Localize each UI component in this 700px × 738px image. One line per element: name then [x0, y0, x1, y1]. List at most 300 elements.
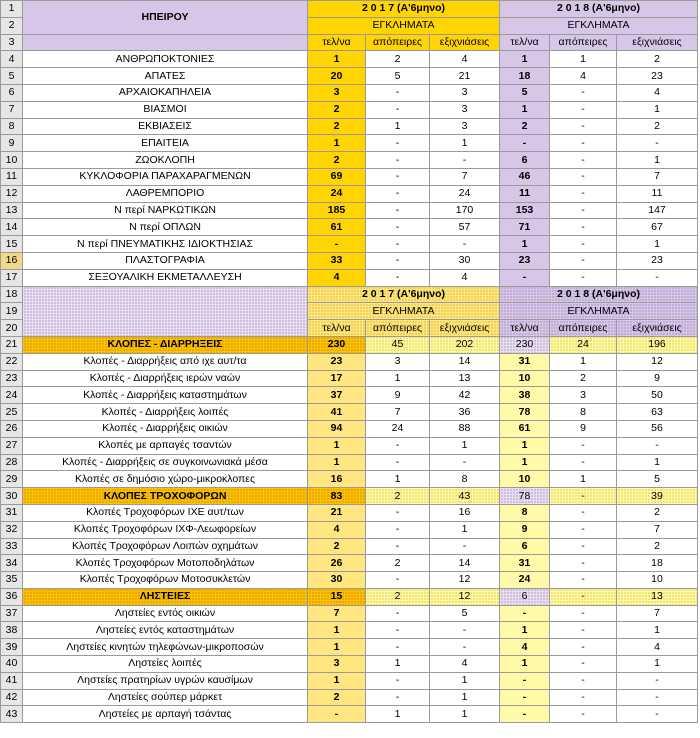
value-cell[interactable]: 16: [308, 471, 366, 488]
total-value-cell[interactable]: 230: [500, 336, 550, 353]
category-cell[interactable]: Ληστείες κινητών τηλεφώνων-μικροποσών: [23, 639, 308, 656]
value-cell[interactable]: 31: [500, 555, 550, 572]
value-cell[interactable]: 2: [366, 555, 430, 572]
col-header-attempts-2018[interactable]: απόπειρες: [550, 34, 617, 51]
row-number[interactable]: 2: [1, 17, 23, 34]
category-total-cell[interactable]: ΚΛΟΠΕΣ ΤΡΟΧΟΦΟΡΩΝ: [23, 488, 308, 505]
category-cell[interactable]: Κλοπές Τροχοφόρων ΙΧΕ αυτ/των: [23, 504, 308, 521]
value-cell[interactable]: 69: [308, 168, 366, 185]
value-cell[interactable]: 24: [366, 420, 430, 437]
row-number[interactable]: 28: [1, 454, 23, 471]
value-cell[interactable]: -: [550, 672, 617, 689]
row-number[interactable]: 39: [1, 639, 23, 656]
value-cell[interactable]: 42: [430, 387, 500, 404]
value-cell[interactable]: 3: [430, 118, 500, 135]
value-cell[interactable]: -: [366, 135, 430, 152]
row-number[interactable]: 42: [1, 689, 23, 706]
region-header[interactable]: ΗΠΕΙΡΟΥ: [23, 1, 308, 35]
value-cell[interactable]: 1: [430, 672, 500, 689]
value-cell[interactable]: 1: [500, 437, 550, 454]
blank-header-cell[interactable]: [23, 34, 308, 51]
value-cell[interactable]: 1: [430, 706, 500, 723]
value-cell[interactable]: 21: [308, 504, 366, 521]
value-cell[interactable]: 11: [500, 185, 550, 202]
category-total-cell[interactable]: ΛΗΣΤΕΙΕΣ: [23, 588, 308, 605]
row-number[interactable]: 23: [1, 370, 23, 387]
value-cell[interactable]: -: [366, 84, 430, 101]
value-cell[interactable]: 1: [366, 370, 430, 387]
row-number[interactable]: 5: [1, 68, 23, 85]
row-number[interactable]: 27: [1, 437, 23, 454]
total-value-cell[interactable]: 13: [617, 588, 698, 605]
value-cell[interactable]: 1: [430, 437, 500, 454]
value-cell[interactable]: 1: [500, 622, 550, 639]
column-header[interactable]: εξιχνιάσεις: [430, 320, 500, 337]
value-cell[interactable]: 5: [617, 471, 698, 488]
value-cell[interactable]: 78: [500, 404, 550, 421]
blank-header-cell[interactable]: [23, 286, 308, 336]
category-cell[interactable]: Κλοπές Τροχοφόρων Μοτοσυκλετών: [23, 572, 308, 589]
value-cell[interactable]: 1: [550, 353, 617, 370]
total-value-cell[interactable]: 39: [617, 488, 698, 505]
total-value-cell[interactable]: 6: [500, 588, 550, 605]
value-cell[interactable]: 10: [617, 572, 698, 589]
value-cell[interactable]: 3: [430, 101, 500, 118]
value-cell[interactable]: 3: [308, 84, 366, 101]
value-cell[interactable]: 1: [617, 101, 698, 118]
value-cell[interactable]: 2: [308, 689, 366, 706]
value-cell[interactable]: 46: [500, 168, 550, 185]
value-cell[interactable]: 147: [617, 202, 698, 219]
category-cell[interactable]: Κλοπές - Διαρρήξεις οικιών: [23, 420, 308, 437]
col-header-completed-2017[interactable]: τελ/να: [308, 34, 366, 51]
row-number[interactable]: 19: [1, 303, 23, 320]
value-cell[interactable]: -: [550, 706, 617, 723]
row-number[interactable]: 22: [1, 353, 23, 370]
total-value-cell[interactable]: -: [550, 588, 617, 605]
category-cell[interactable]: ΚΥΚΛΟΦΟΡΙΑ ΠΑΡΑΧΑΡΑΓΜΕΝΩΝ: [23, 168, 308, 185]
value-cell[interactable]: 10: [500, 370, 550, 387]
value-cell[interactable]: -: [308, 706, 366, 723]
value-cell[interactable]: 1: [430, 521, 500, 538]
value-cell[interactable]: 16: [430, 504, 500, 521]
value-cell[interactable]: -: [366, 572, 430, 589]
value-cell[interactable]: -: [550, 504, 617, 521]
value-cell[interactable]: 1: [500, 51, 550, 68]
value-cell[interactable]: -: [617, 689, 698, 706]
value-cell[interactable]: 5: [430, 605, 500, 622]
category-cell[interactable]: ΕΚΒΙΑΣΕΙΣ: [23, 118, 308, 135]
category-cell[interactable]: Ν περί ΠΝΕΥΜΑΤΙΚΗΣ ΙΔΙΟΚΤΗΣΙΑΣ: [23, 236, 308, 253]
value-cell[interactable]: -: [366, 168, 430, 185]
value-cell[interactable]: 57: [430, 219, 500, 236]
value-cell[interactable]: -: [550, 185, 617, 202]
value-cell[interactable]: 7: [617, 605, 698, 622]
category-cell[interactable]: ΣΕΞΟΥΑΛΙΚΗ ΕΚΜΕΤΑΛΛΕΥΣΗ: [23, 269, 308, 286]
value-cell[interactable]: -: [500, 135, 550, 152]
value-cell[interactable]: 1: [308, 135, 366, 152]
value-cell[interactable]: 4: [430, 269, 500, 286]
value-cell[interactable]: -: [366, 252, 430, 269]
value-cell[interactable]: -: [550, 538, 617, 555]
total-value-cell[interactable]: 2: [366, 588, 430, 605]
value-cell[interactable]: 4: [308, 269, 366, 286]
row-number[interactable]: 14: [1, 219, 23, 236]
value-cell[interactable]: -: [617, 672, 698, 689]
category-cell[interactable]: Ληστείες σούπερ μάρκετ: [23, 689, 308, 706]
value-cell[interactable]: 4: [430, 656, 500, 673]
column-header[interactable]: εξιχνιάσεις: [617, 320, 698, 337]
crimes-2018-header[interactable]: ΕΓΚΛΗΜΑΤΑ: [500, 303, 698, 320]
value-cell[interactable]: 33: [308, 252, 366, 269]
row-number[interactable]: 40: [1, 656, 23, 673]
value-cell[interactable]: 61: [500, 420, 550, 437]
row-number[interactable]: 30: [1, 488, 23, 505]
value-cell[interactable]: -: [366, 236, 430, 253]
value-cell[interactable]: 1: [366, 706, 430, 723]
row-number[interactable]: 37: [1, 605, 23, 622]
total-value-cell[interactable]: 78: [500, 488, 550, 505]
total-value-cell[interactable]: 196: [617, 336, 698, 353]
column-header[interactable]: απόπειρες: [366, 320, 430, 337]
category-cell[interactable]: Ληστείες εντός καταστημάτων: [23, 622, 308, 639]
value-cell[interactable]: -: [550, 101, 617, 118]
value-cell[interactable]: -: [550, 639, 617, 656]
value-cell[interactable]: 1: [308, 454, 366, 471]
row-number[interactable]: 20: [1, 320, 23, 337]
category-cell[interactable]: Ν περί ΟΠΛΩΝ: [23, 219, 308, 236]
col-header-attempts-2017[interactable]: απόπειρες: [366, 34, 430, 51]
value-cell[interactable]: 2: [308, 538, 366, 555]
value-cell[interactable]: 50: [617, 387, 698, 404]
value-cell[interactable]: 23: [617, 68, 698, 85]
value-cell[interactable]: 7: [366, 404, 430, 421]
value-cell[interactable]: -: [366, 269, 430, 286]
value-cell[interactable]: 9: [617, 370, 698, 387]
value-cell[interactable]: -: [550, 572, 617, 589]
value-cell[interactable]: -: [617, 437, 698, 454]
value-cell[interactable]: 1: [308, 437, 366, 454]
category-cell[interactable]: Κλοπές - Διαρρήξεις καταστημάτων: [23, 387, 308, 404]
value-cell[interactable]: 5: [366, 68, 430, 85]
value-cell[interactable]: 37: [308, 387, 366, 404]
category-cell[interactable]: ΒΙΑΣΜΟΙ: [23, 101, 308, 118]
value-cell[interactable]: 10: [500, 471, 550, 488]
row-number[interactable]: 3: [1, 34, 23, 51]
row-number[interactable]: 13: [1, 202, 23, 219]
value-cell[interactable]: 18: [617, 555, 698, 572]
value-cell[interactable]: 1: [500, 236, 550, 253]
value-cell[interactable]: 2: [550, 370, 617, 387]
value-cell[interactable]: 24: [308, 185, 366, 202]
value-cell[interactable]: 12: [617, 353, 698, 370]
category-cell[interactable]: Κλοπές σε δημόσιο χώρο-μικροκλοπες: [23, 471, 308, 488]
value-cell[interactable]: 185: [308, 202, 366, 219]
value-cell[interactable]: -: [366, 202, 430, 219]
value-cell[interactable]: 6: [500, 538, 550, 555]
row-number[interactable]: 36: [1, 588, 23, 605]
value-cell[interactable]: 3: [550, 387, 617, 404]
value-cell[interactable]: 2: [308, 118, 366, 135]
value-cell[interactable]: 12: [430, 572, 500, 589]
category-cell[interactable]: ΑΝΘΡΩΠΟΚΤΟΝΙΕΣ: [23, 51, 308, 68]
category-cell[interactable]: Ν περί ΝΑΡΚΩΤΙΚΩΝ: [23, 202, 308, 219]
category-cell[interactable]: Κλοπές - Διαρρήξεις λοιπές: [23, 404, 308, 421]
row-number[interactable]: 16: [1, 252, 23, 269]
value-cell[interactable]: -: [366, 538, 430, 555]
total-value-cell[interactable]: 230: [308, 336, 366, 353]
value-cell[interactable]: 21: [430, 68, 500, 85]
value-cell[interactable]: -: [550, 437, 617, 454]
value-cell[interactable]: 4: [500, 639, 550, 656]
value-cell[interactable]: -: [550, 454, 617, 471]
value-cell[interactable]: 1: [366, 471, 430, 488]
value-cell[interactable]: -: [366, 689, 430, 706]
value-cell[interactable]: -: [550, 622, 617, 639]
row-number[interactable]: 12: [1, 185, 23, 202]
value-cell[interactable]: -: [550, 605, 617, 622]
value-cell[interactable]: -: [550, 118, 617, 135]
value-cell[interactable]: -: [500, 689, 550, 706]
value-cell[interactable]: 1: [430, 689, 500, 706]
value-cell[interactable]: -: [308, 236, 366, 253]
value-cell[interactable]: 1: [617, 152, 698, 169]
value-cell[interactable]: 56: [617, 420, 698, 437]
row-number[interactable]: 41: [1, 672, 23, 689]
row-number[interactable]: 33: [1, 538, 23, 555]
value-cell[interactable]: -: [550, 555, 617, 572]
value-cell[interactable]: -: [500, 605, 550, 622]
total-value-cell[interactable]: 15: [308, 588, 366, 605]
value-cell[interactable]: 18: [500, 68, 550, 85]
value-cell[interactable]: 36: [430, 404, 500, 421]
value-cell[interactable]: 31: [500, 353, 550, 370]
value-cell[interactable]: -: [366, 504, 430, 521]
value-cell[interactable]: 1: [308, 51, 366, 68]
category-cell[interactable]: Κλοπές με αρπαγές τσαντών: [23, 437, 308, 454]
value-cell[interactable]: 1: [550, 51, 617, 68]
value-cell[interactable]: -: [366, 639, 430, 656]
value-cell[interactable]: 7: [617, 521, 698, 538]
col-header-completed-2018[interactable]: τελ/να: [500, 34, 550, 51]
year-2017-header[interactable]: 2 0 1 7 (Α'6μηνο): [308, 1, 500, 18]
value-cell[interactable]: 1: [500, 101, 550, 118]
value-cell[interactable]: 24: [500, 572, 550, 589]
value-cell[interactable]: 1: [366, 118, 430, 135]
value-cell[interactable]: -: [500, 672, 550, 689]
value-cell[interactable]: 38: [500, 387, 550, 404]
category-cell[interactable]: ΕΠΑΙΤΕΙΑ: [23, 135, 308, 152]
value-cell[interactable]: 23: [617, 252, 698, 269]
category-cell[interactable]: Ληστείες εντός οικιών: [23, 605, 308, 622]
row-number[interactable]: 8: [1, 118, 23, 135]
total-value-cell[interactable]: 12: [430, 588, 500, 605]
value-cell[interactable]: -: [617, 135, 698, 152]
value-cell[interactable]: -: [430, 538, 500, 555]
value-cell[interactable]: 1: [550, 471, 617, 488]
category-cell[interactable]: Κλοπές - Διαρρήξεις από ιχε αυτ/τα: [23, 353, 308, 370]
value-cell[interactable]: 7: [430, 168, 500, 185]
value-cell[interactable]: -: [550, 202, 617, 219]
value-cell[interactable]: 2: [617, 504, 698, 521]
value-cell[interactable]: 63: [617, 404, 698, 421]
value-cell[interactable]: -: [430, 152, 500, 169]
value-cell[interactable]: 8: [550, 404, 617, 421]
value-cell[interactable]: 1: [366, 656, 430, 673]
year-2017-header[interactable]: 2 0 1 7 (Α'6μηνο): [308, 286, 500, 303]
row-number[interactable]: 21: [1, 336, 23, 353]
value-cell[interactable]: 1: [500, 656, 550, 673]
value-cell[interactable]: 9: [366, 387, 430, 404]
value-cell[interactable]: 4: [550, 68, 617, 85]
value-cell[interactable]: 41: [308, 404, 366, 421]
value-cell[interactable]: -: [550, 219, 617, 236]
total-value-cell[interactable]: 83: [308, 488, 366, 505]
value-cell[interactable]: -: [550, 168, 617, 185]
col-header-solved-2017[interactable]: εξιχνιάσεις: [430, 34, 500, 51]
value-cell[interactable]: 1: [617, 454, 698, 471]
row-number[interactable]: 17: [1, 269, 23, 286]
value-cell[interactable]: 3: [430, 84, 500, 101]
row-number[interactable]: 31: [1, 504, 23, 521]
value-cell[interactable]: 94: [308, 420, 366, 437]
value-cell[interactable]: 20: [308, 68, 366, 85]
total-value-cell[interactable]: 2: [366, 488, 430, 505]
value-cell[interactable]: -: [366, 152, 430, 169]
value-cell[interactable]: -: [366, 185, 430, 202]
value-cell[interactable]: -: [550, 656, 617, 673]
category-cell[interactable]: Κλοπές Τροχοφόρων ΙΧΦ-Λεωφορείων: [23, 521, 308, 538]
value-cell[interactable]: 9: [550, 420, 617, 437]
value-cell[interactable]: -: [430, 454, 500, 471]
row-number[interactable]: 29: [1, 471, 23, 488]
crimes-2017-header[interactable]: ΕΓΚΛΗΜΑΤΑ: [308, 17, 500, 34]
row-number[interactable]: 10: [1, 152, 23, 169]
value-cell[interactable]: 2: [617, 538, 698, 555]
category-cell[interactable]: ΠΛΑΣΤΟΓΡΑΦΙΑ: [23, 252, 308, 269]
category-cell[interactable]: ΑΡΧΑΙΟΚΑΠΗΛΕΙΑ: [23, 84, 308, 101]
total-value-cell[interactable]: 43: [430, 488, 500, 505]
value-cell[interactable]: -: [500, 706, 550, 723]
total-value-cell[interactable]: 202: [430, 336, 500, 353]
row-number[interactable]: 38: [1, 622, 23, 639]
value-cell[interactable]: 170: [430, 202, 500, 219]
value-cell[interactable]: 7: [617, 168, 698, 185]
row-number[interactable]: 34: [1, 555, 23, 572]
value-cell[interactable]: 23: [308, 353, 366, 370]
value-cell[interactable]: -: [430, 236, 500, 253]
category-cell[interactable]: Κλοπές Τροχοφόρων Λοιπών οχημάτων: [23, 538, 308, 555]
value-cell[interactable]: 3: [308, 656, 366, 673]
crimes-2017-header[interactable]: ΕΓΚΛΗΜΑΤΑ: [308, 303, 500, 320]
category-cell[interactable]: ΑΠΑΤΕΣ: [23, 68, 308, 85]
value-cell[interactable]: -: [617, 269, 698, 286]
value-cell[interactable]: 1: [308, 622, 366, 639]
value-cell[interactable]: 30: [308, 572, 366, 589]
value-cell[interactable]: -: [550, 689, 617, 706]
year-2018-header[interactable]: 2 0 1 8 (Α'6μηνο): [500, 1, 698, 18]
value-cell[interactable]: -: [550, 84, 617, 101]
category-cell[interactable]: Κλοπές - Διαρρήξεις σε συγκοινωνιακά μέσα: [23, 454, 308, 471]
value-cell[interactable]: -: [366, 454, 430, 471]
value-cell[interactable]: -: [500, 269, 550, 286]
category-cell[interactable]: Ληστείες λοιπές: [23, 656, 308, 673]
value-cell[interactable]: 2: [366, 51, 430, 68]
value-cell[interactable]: -: [366, 101, 430, 118]
value-cell[interactable]: 4: [308, 521, 366, 538]
value-cell[interactable]: 3: [366, 353, 430, 370]
row-number[interactable]: 35: [1, 572, 23, 589]
value-cell[interactable]: -: [550, 269, 617, 286]
value-cell[interactable]: -: [550, 152, 617, 169]
row-number[interactable]: 26: [1, 420, 23, 437]
row-number[interactable]: 24: [1, 387, 23, 404]
value-cell[interactable]: 23: [500, 252, 550, 269]
total-value-cell[interactable]: 24: [550, 336, 617, 353]
category-cell[interactable]: Κλοπές Τροχοφόρων Μοτοποδηλάτων: [23, 555, 308, 572]
value-cell[interactable]: 1: [617, 622, 698, 639]
value-cell[interactable]: 8: [500, 504, 550, 521]
value-cell[interactable]: 1: [430, 135, 500, 152]
total-value-cell[interactable]: 45: [366, 336, 430, 353]
category-cell[interactable]: ΖΩΟΚΛΟΠΗ: [23, 152, 308, 169]
value-cell[interactable]: 14: [430, 555, 500, 572]
row-number[interactable]: 25: [1, 404, 23, 421]
value-cell[interactable]: -: [430, 639, 500, 656]
value-cell[interactable]: 8: [430, 471, 500, 488]
row-number[interactable]: 6: [1, 84, 23, 101]
value-cell[interactable]: 4: [430, 51, 500, 68]
year-2018-header[interactable]: 2 0 1 8 (Α'6μηνο): [500, 286, 698, 303]
value-cell[interactable]: 11: [617, 185, 698, 202]
row-number[interactable]: 32: [1, 521, 23, 538]
value-cell[interactable]: 2: [500, 118, 550, 135]
value-cell[interactable]: 6: [500, 152, 550, 169]
value-cell[interactable]: 7: [308, 605, 366, 622]
col-header-solved-2018[interactable]: εξιχνιάσεις: [617, 34, 698, 51]
row-number[interactable]: 15: [1, 236, 23, 253]
value-cell[interactable]: -: [430, 622, 500, 639]
category-total-cell[interactable]: ΚΛΟΠΕΣ - ΔΙΑΡΡΗΞΕΙΣ: [23, 336, 308, 353]
value-cell[interactable]: 13: [430, 370, 500, 387]
category-cell[interactable]: ΛΑΘΡΕΜΠΟΡΙΟ: [23, 185, 308, 202]
value-cell[interactable]: 2: [308, 152, 366, 169]
value-cell[interactable]: -: [366, 622, 430, 639]
value-cell[interactable]: 9: [500, 521, 550, 538]
value-cell[interactable]: 71: [500, 219, 550, 236]
value-cell[interactable]: 1: [308, 672, 366, 689]
value-cell[interactable]: 4: [617, 84, 698, 101]
value-cell[interactable]: 2: [617, 118, 698, 135]
category-cell[interactable]: Κλοπές - Διαρρήξεις ιερών ναών: [23, 370, 308, 387]
value-cell[interactable]: 24: [430, 185, 500, 202]
value-cell[interactable]: -: [366, 219, 430, 236]
value-cell[interactable]: -: [366, 605, 430, 622]
value-cell[interactable]: 5: [500, 84, 550, 101]
value-cell[interactable]: 2: [308, 101, 366, 118]
column-header[interactable]: απόπειρες: [550, 320, 617, 337]
value-cell[interactable]: 61: [308, 219, 366, 236]
value-cell[interactable]: 4: [617, 639, 698, 656]
value-cell[interactable]: 26: [308, 555, 366, 572]
column-header[interactable]: τελ/να: [308, 320, 366, 337]
row-number[interactable]: 4: [1, 51, 23, 68]
value-cell[interactable]: 17: [308, 370, 366, 387]
row-number[interactable]: 18: [1, 286, 23, 303]
value-cell[interactable]: 1: [308, 639, 366, 656]
row-number[interactable]: 9: [1, 135, 23, 152]
value-cell[interactable]: 2: [617, 51, 698, 68]
